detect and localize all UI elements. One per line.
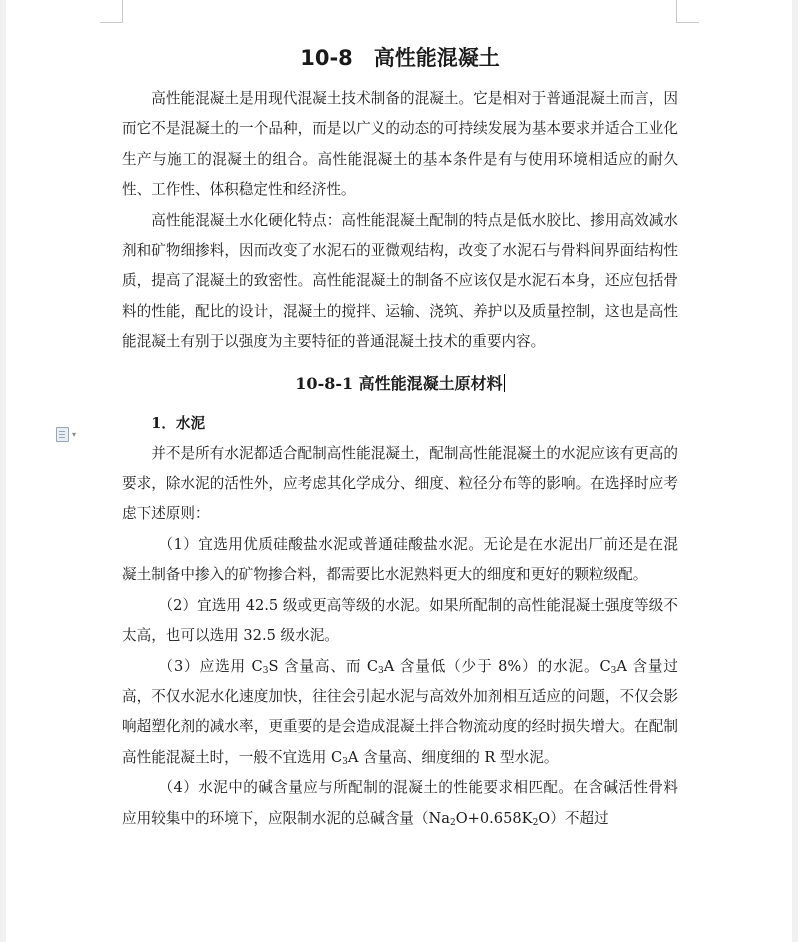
list-item-1: （1）宜选用优质硅酸盐水泥或普通硅酸盐水泥。无论是在水泥出厂前还是在混凝土制备中掺入的矿物掺合料，都需要比水泥熟料更大的细度和更好的颗粒级配。 — [122, 535, 678, 584]
subsection-intro: 并不是所有水泥都适合配制高性能混凝土，配制高性能混凝土的水泥应该有更高的要求，除水泥的活性外，应考虑其化学成分、细度、粒径分布等的影响。在选择时应考虑下述原则： — [122, 444, 678, 523]
section-heading — [122, 369, 678, 399]
text-run: O+0.658K — [455, 809, 533, 827]
text-run: O）不超过 — [538, 809, 609, 827]
text-cursor — [504, 374, 505, 392]
text-run: S 含量高、而 C — [268, 657, 378, 675]
subscript: 3 — [377, 665, 384, 676]
subscript: 3 — [342, 756, 348, 767]
list-item-3 — [122, 652, 678, 774]
document-icon[interactable] — [56, 427, 69, 442]
intro-paragraph-2: 高性能混凝土水化硬化特点：高性能混凝土配制的特点是低水胶比、掺用高效减水剂和矿物细掺料，因而改变了水泥石的亚微观结构，改变了水泥石与骨料间界面结构性质，提高了混凝土的致密性。高性能混凝土的制备不应该仅是水泥石本身，还应包括骨料的性能，配比的设计，混凝土的搅拌、运输、浇筑、养护以及质量控制，这也是高性能混凝土有别于以强度为主要特征的普通混凝土技术的重要内容。 — [122, 211, 678, 351]
subscript: 3 — [610, 665, 617, 676]
page-edge-right — [792, 0, 798, 942]
text-run: （4）水泥中的碱含量应与所配制的混凝土的性能要求相匹配。在含碱活性骨料应用较集中的环境下，应限制水泥的总碱含量（Na — [122, 779, 678, 827]
text-run: A 含量过高，不仅水泥水化速度加快，往往会引起水泥与高效外加剂相互适应的问题，不仅会影响超塑化剂的减水率，更重要的是会造成混凝土拌合物流动度的经时损失增大。在配制高性能混凝土时，一般不宜选用 C — [122, 657, 678, 766]
text-run: （3）应选用 C — [158, 657, 263, 675]
dropdown-caret-icon[interactable]: ▾ — [72, 430, 77, 439]
margin-corner-top-left — [100, 0, 123, 23]
text-run: A 含量高、细度细的 R 型水泥。 — [347, 748, 559, 766]
subscript: 2 — [532, 817, 539, 828]
intro-paragraph-1: 高性能混凝土是用现代混凝土技术制备的混凝土。它是相对于普通混凝土而言，因而它不是混凝土的一个品种，而是以广义的动态的可持续发展为基本要求并适合工业化生产与施工的混凝土的组合。高性能混凝土的基本条件是有与使用环境相适应的耐久性、工作性、体积稳定性和经济性。 — [122, 90, 678, 199]
page-edge-left — [0, 0, 6, 942]
list-item-4 — [122, 773, 678, 834]
document-title: 10-8 高性能混凝土 — [300, 46, 500, 70]
list-item-2: （2）宜选用 42.5 级或更高等级的水泥。如果所配制的高性能混凝土强度等级不太高，也可以选用 32.5 级水泥。 — [122, 596, 678, 645]
document-body[interactable] — [122, 40, 678, 834]
text-run: A 含量低（少于 8%）的水泥。C — [383, 657, 611, 675]
subscript: 2 — [449, 817, 456, 828]
margin-corner-top-right — [676, 0, 699, 23]
section-heading-text: 10-8-1 高性能混凝土原材料 — [295, 373, 503, 393]
subsection-heading: 1．水泥 — [151, 414, 206, 432]
subscript: 3 — [262, 665, 269, 676]
